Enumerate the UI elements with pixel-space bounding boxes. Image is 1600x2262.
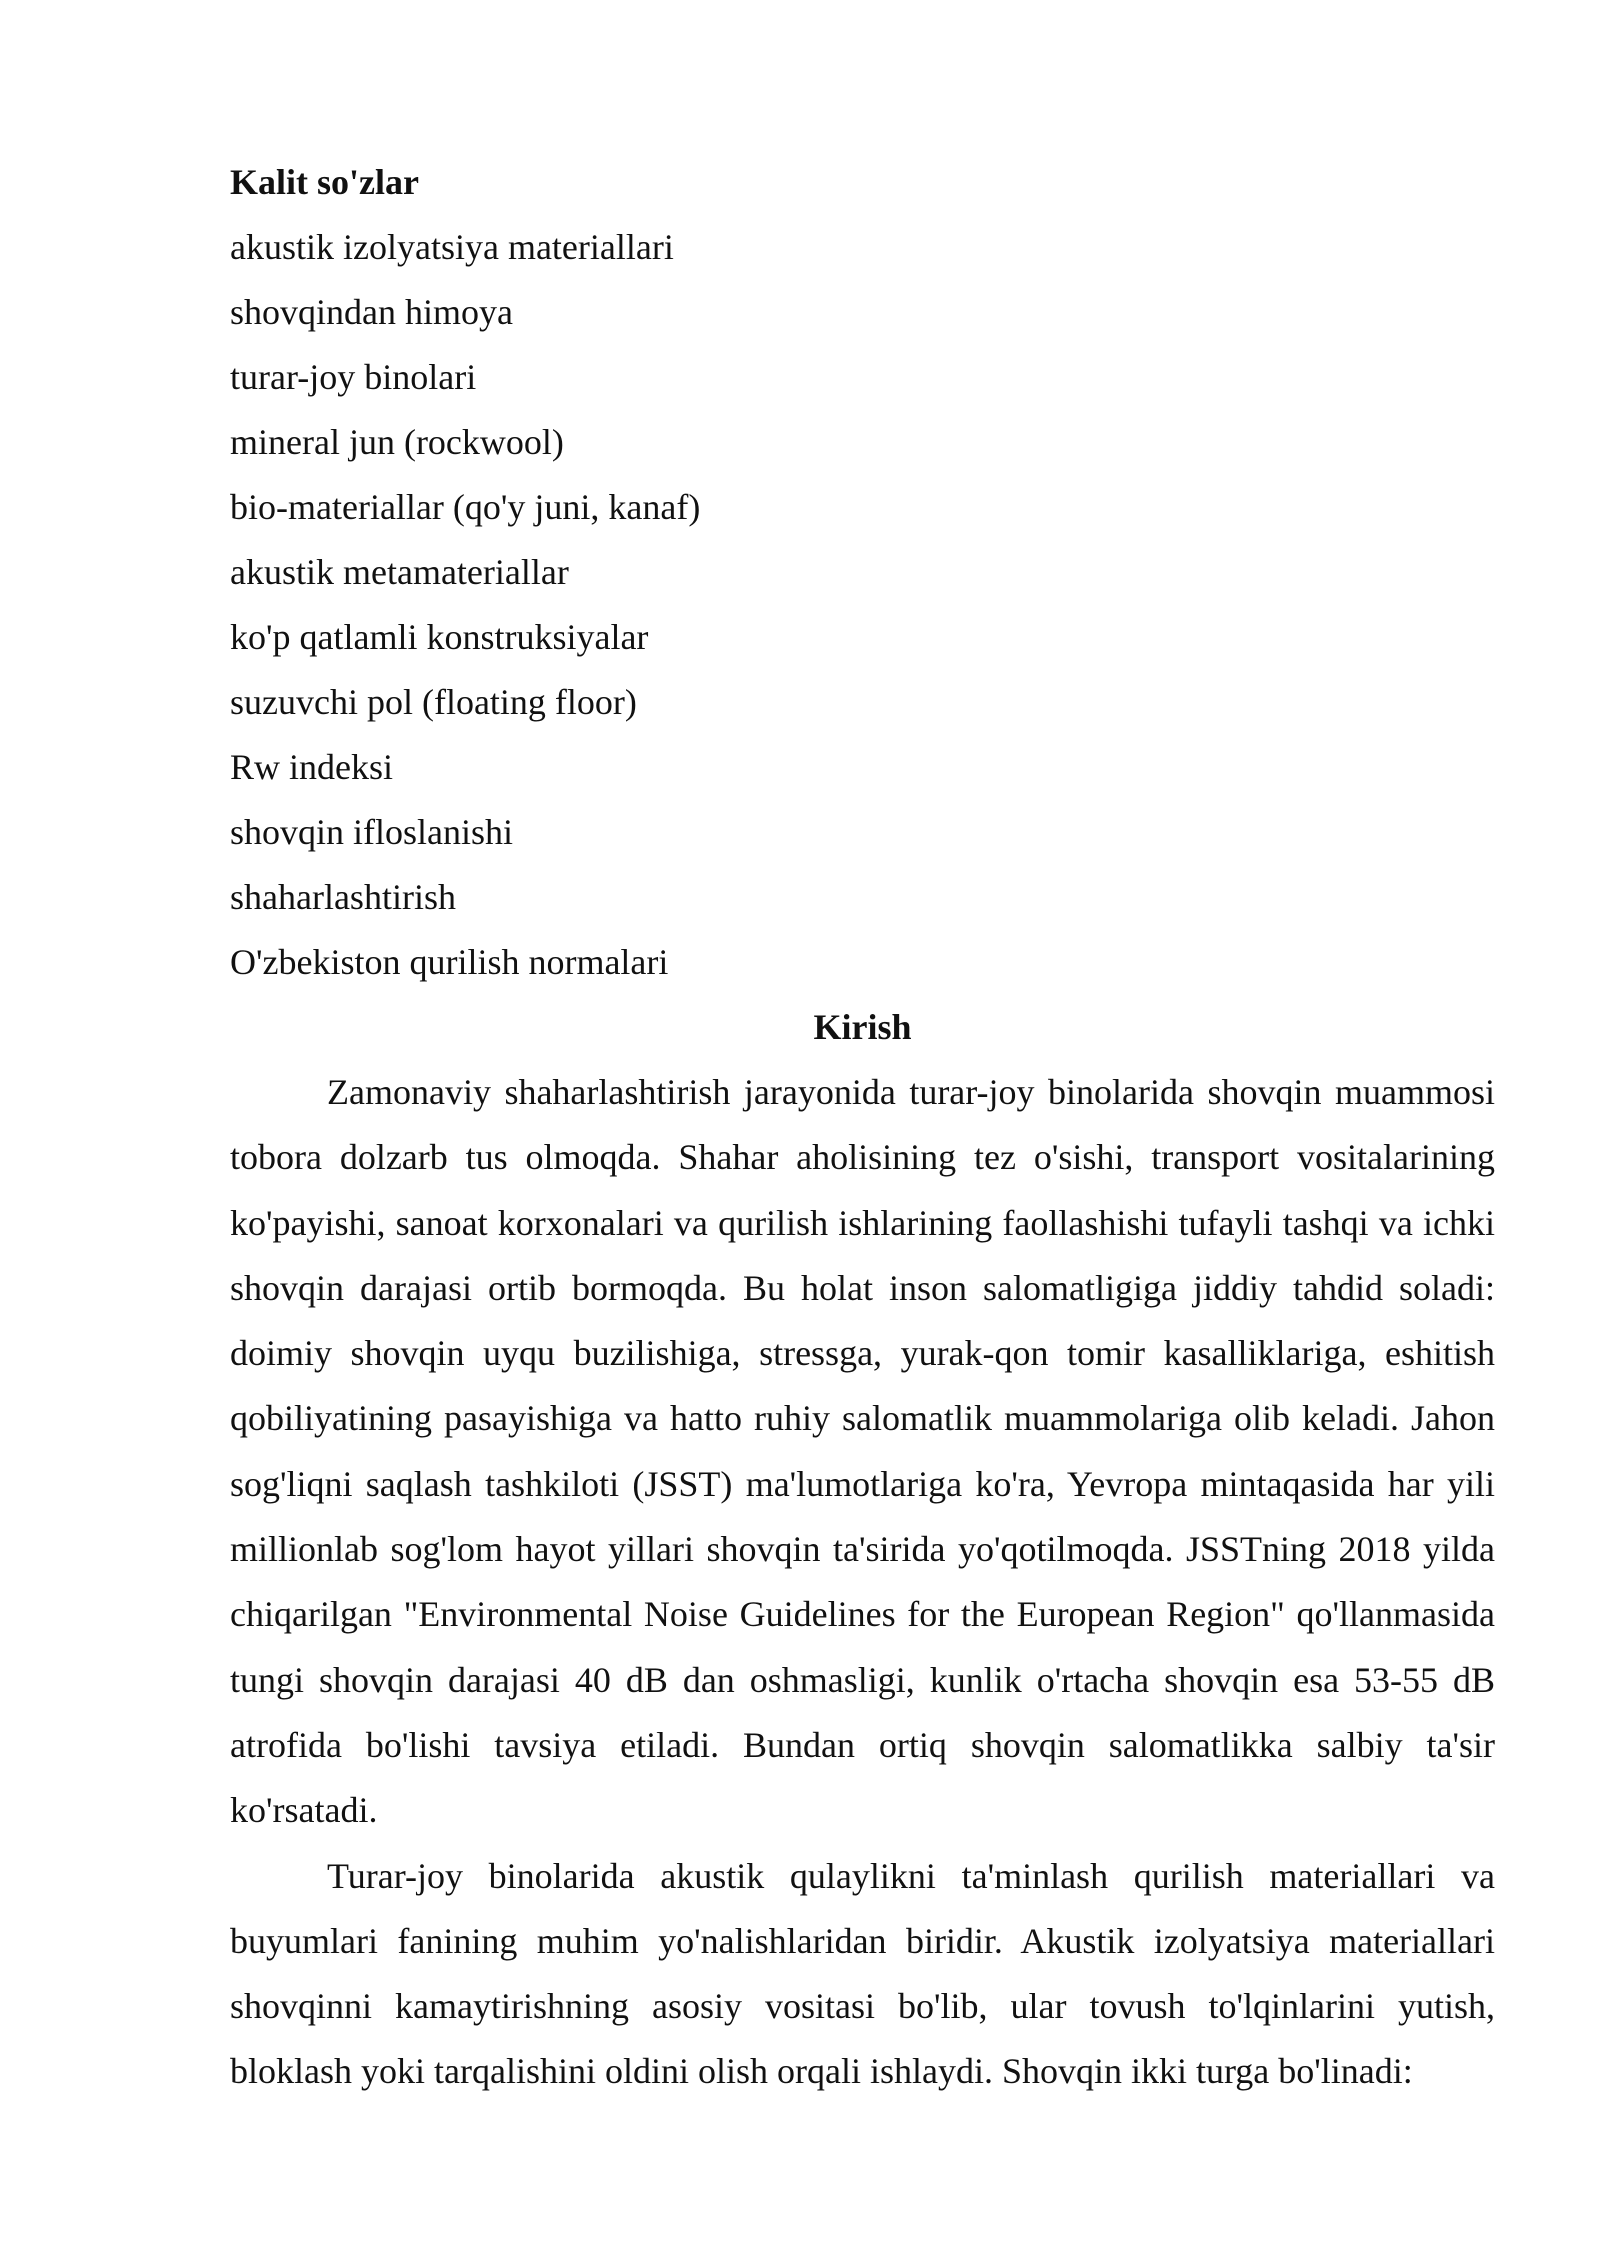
intro-paragraph: Zamonaviy shaharlashtirish jarayonida turar-joy binolarida shovqin muammosi tobora dolzarb tus olmoqda. Shahar aholisining tez o'sishi, transport vositalarining ko'payishi, sanoat korxonalari va qurilish ishlarining faollashishi tufayli tashqi va ichki shovqin darajasi ortib bormoqda. Bu holat inson salomatligiga jiddiy tahdid soladi: doimiy shovqin uyqu buzilishiga, stressga, yurak-qon tomir kasalliklariga, eshitish qobiliyatining pasayishiga va hatto ruhiy salomatlik muammolariga olib keladi. Jahon sog'liqni saqlash tashkiloti (JSST) ma'lumotlariga ko'ra, Yevropa mintaqasida har yili millionlab sog'lom hayot yillari shovqin ta'sirida yo'qotilmoqda. JSSTning 2018 yilda chiqarilgan "Environmental Noise Guidelines for the European Region" qo'llanmasida tungi shovqin darajasi 40 dB dan oshmasligi, kunlik o'rtacha shovqin esa 53-55 dB atrofida bo'lishi tavsiya etiladi. Bundan ortiq shovqin salomatlikka salbiy ta'sir ko'rsatadi. [230, 1072, 1495, 1831]
keyword-item: suzuvchi pol (floating floor) [230, 682, 637, 722]
keyword-item: shovqin ifloslanishi [230, 812, 514, 852]
keyword-item: ko'p qatlamli konstruksiyalar [230, 617, 649, 657]
keywords-heading: Kalit so'zlar [230, 162, 419, 202]
section-title-introduction: Kirish [813, 1007, 912, 1047]
keywords-list [230, 215, 1495, 995]
keyword-item: shovqindan himoya [230, 292, 513, 332]
intro-paragraph: Turar-joy binolarida akustik qulaylikni ta'minlash qurilish materiallari va buyumlari fanining muhim yo'nalishlaridan biridir. Akustik izolyatsiya materiallari shovqinni kamaytirishning asosiy vositasi bo'lib, ular tovush to'lqinlarini yutish, bloklash yoki tarqalishini oldini olish orqali ishlaydi. Shovqin ikki turga bo'linadi: [230, 1855, 1495, 2092]
keyword-item: O'zbekiston qurilish normalari [230, 942, 669, 982]
keyword-item: shaharlashtirish [230, 877, 456, 917]
keyword-item: Rw indeksi [230, 747, 394, 787]
keyword-item: mineral jun (rockwool) [230, 422, 564, 462]
keyword-item: turar-joy binolari [230, 357, 477, 397]
keyword-item: akustik metamateriallar [230, 552, 569, 592]
document-page [230, 150, 1495, 2105]
keyword-item: bio-materiallar (qo'y juni, kanaf) [230, 487, 701, 527]
keyword-item: akustik izolyatsiya materiallari [230, 227, 674, 267]
